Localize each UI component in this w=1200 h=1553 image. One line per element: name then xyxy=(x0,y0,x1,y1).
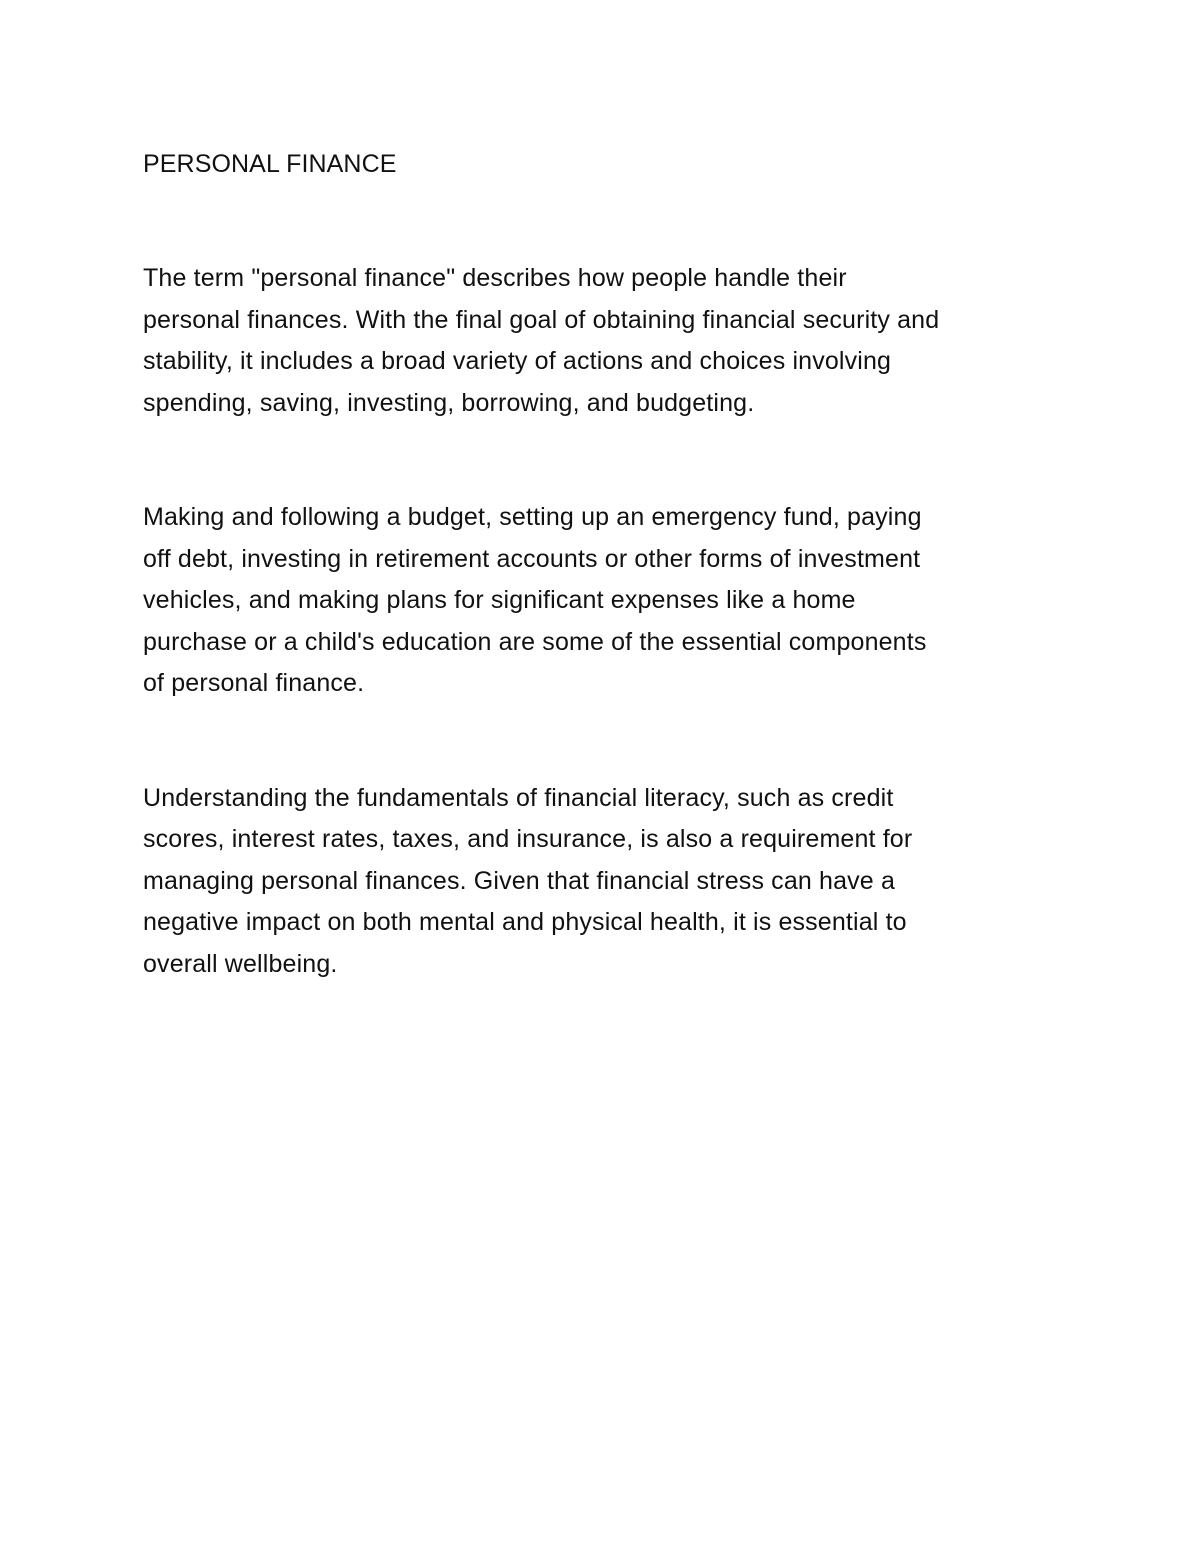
paragraph-line: Making and following a budget, setting up an emergency fund, paying xyxy=(143,503,922,531)
document-title: PERSONAL FINANCE xyxy=(143,150,397,178)
paragraph-intro xyxy=(143,258,1063,424)
paragraph-line: off debt, investing in retirement accounts or other forms of investment xyxy=(143,544,921,573)
paragraph-line: Understanding the fundamentals of financial literacy, such as credit xyxy=(143,783,894,812)
paragraph-literacy xyxy=(143,778,1063,986)
document-body xyxy=(143,146,1063,985)
paragraph-line: of personal finance. xyxy=(143,669,365,697)
paragraph-line: spending, saving, investing, borrowing, and budgeting. xyxy=(143,388,755,417)
paragraph-line: scores, interest rates, taxes, and insurance, is also a requirement for xyxy=(143,825,913,853)
paragraph-components xyxy=(143,497,1063,705)
paragraph-line: managing personal finances. Given that financial stress can have a xyxy=(143,866,896,895)
paragraph-line: overall wellbeing. xyxy=(143,949,338,978)
paragraph-line: stability, it includes a broad variety of actions and choices involving xyxy=(143,347,892,375)
paragraph-line: personal finances. With the final goal of obtaining financial security and xyxy=(143,305,940,334)
paragraph-line: purchase or a child's education are some of the essential components xyxy=(143,627,927,656)
paragraph-line: vehicles, and making plans for significant expenses like a home xyxy=(143,586,856,614)
paragraph-line: The term "personal finance" describes how people handle their xyxy=(143,264,847,292)
paragraph-line: negative impact on both mental and physical health, it is essential to xyxy=(143,908,907,936)
